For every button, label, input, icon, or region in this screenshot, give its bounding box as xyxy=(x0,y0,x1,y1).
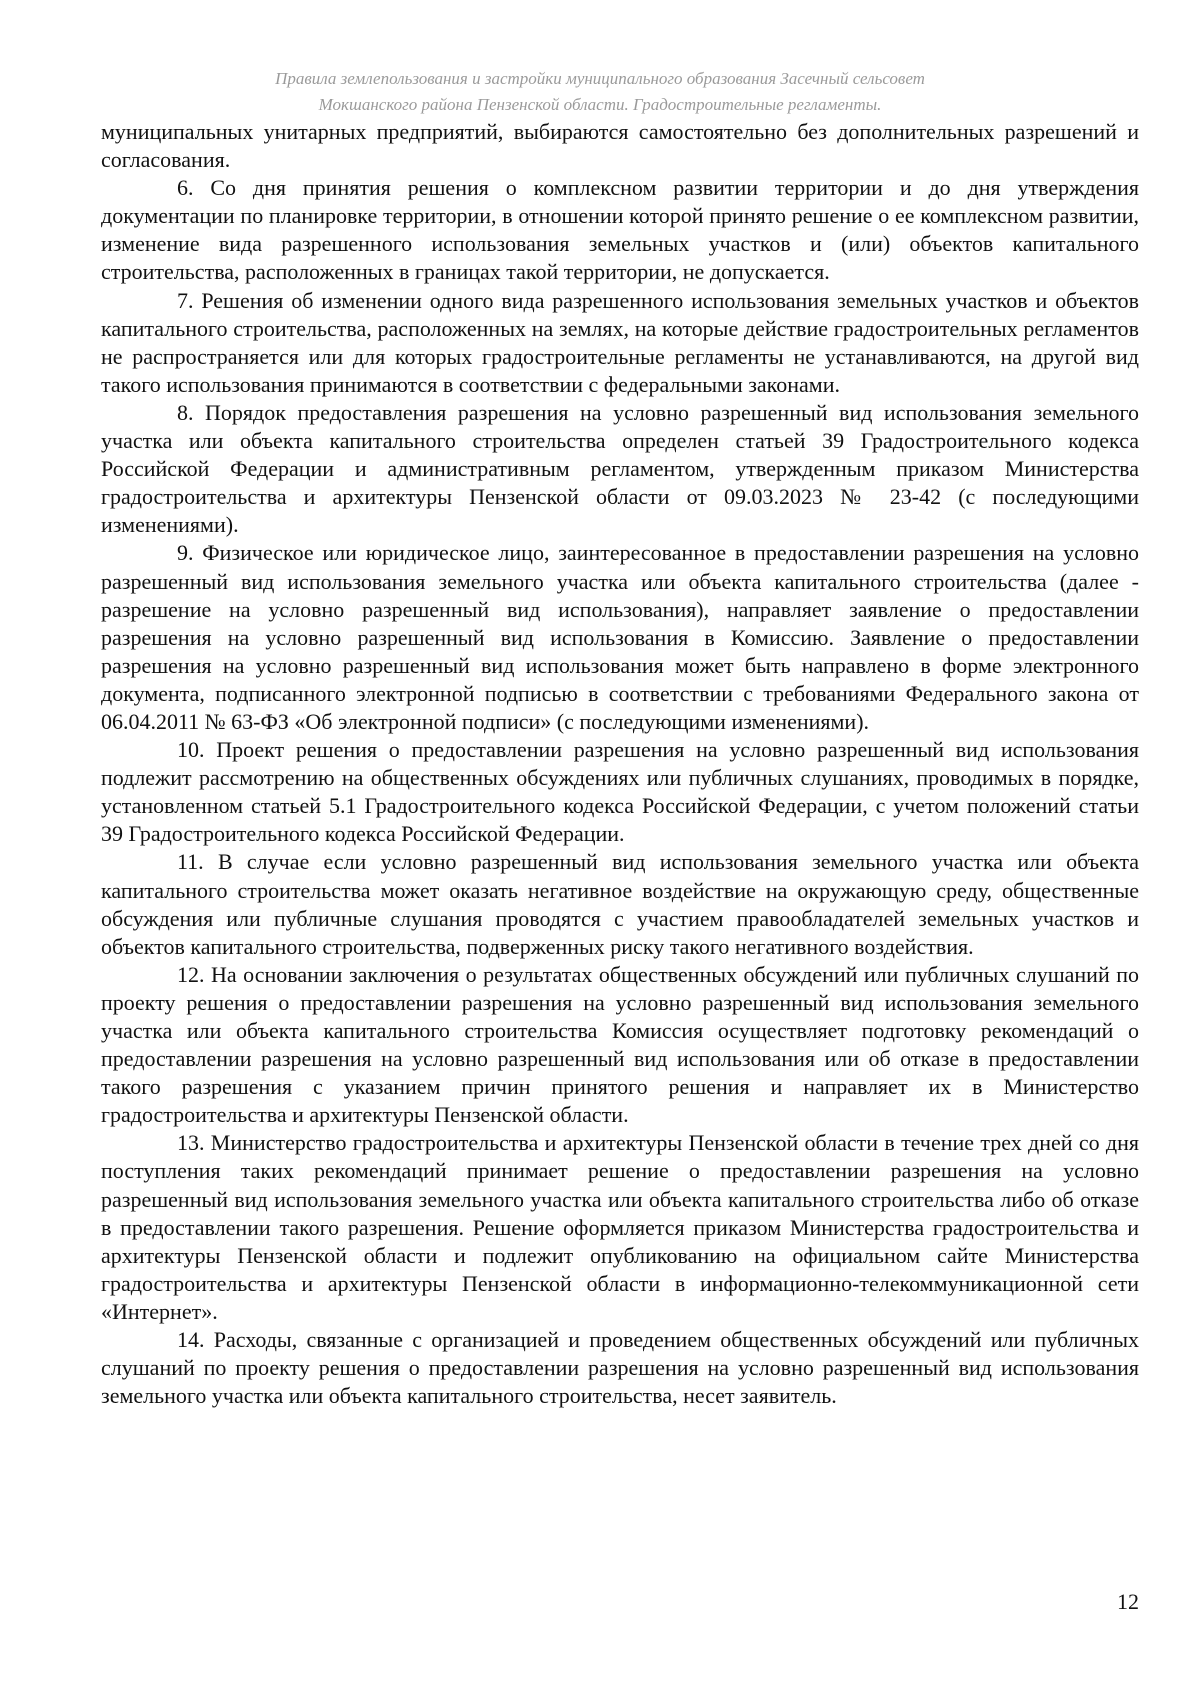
header-line-2: Мокшанского района Пензенской области. Градостроительные регламенты. xyxy=(318,95,882,114)
document-body xyxy=(101,118,1139,1410)
paragraph-item-13: 13. Министерство градостроительства и архитектуры Пензенской области в течение трех дней со дня поступления таких рекомендаций принимает решение о предоставлении разрешения на условно разрешенный вид использования земельного участка или объекта капитального строительства либо об отказе в предоставлении такого разрешения. Решение оформляется приказом Министерства градостроительства и архитектуры Пензенской области и подлежит опубликованию на официальном сайте Министерства градостроительства и архитектуры Пензенской области в информационно-телекоммуникационной сети «Интернет». xyxy=(101,1130,1139,1324)
paragraph-item-6: 6. Со дня принятия решения о комплексном развитии территории и до дня утверждения документации по планировке территории, в отношении которой принято решение о ее комплексном развитии, изменение вида разрешенного использования земельных участков и (или) объектов капитального строительства, расположенных в границах такой территории, не допускается. xyxy=(101,175,1139,285)
header-line-1: Правила землепользования и застройки муниципального образования Засечный сельсовет xyxy=(275,69,925,88)
paragraph-item-9: 9. Физическое или юридическое лицо, заинтересованное в предоставлении разрешения на условно разрешенный вид использования земельного участка или объекта капитального строительства (далее - разрешение на условно разрешенный вид использования), направляет заявление о предоставлении разрешения на условно разрешенный вид использования в Комиссию. Заявление о предоставлении разрешения на условно разрешенный вид использования может быть направлено в форме электронного документа, подписанного электронной подписью в соответствии с требованиями Федерального закона от 06.04.2011 № 63-ФЗ «Об электронной подписи» (с последующими изменениями). xyxy=(101,540,1139,734)
paragraph-item-8: 8. Порядок предоставления разрешения на условно разрешенный вид использования земельного участка или объекта капитального строительства определен статьей 39 Градостроительного кодекса Российской Федерации и административным регламентом, утвержденным приказом Министерства градостроительства и архитектуры Пензенской области от 09.03.2023 № 23-42 (с последующими изменениями). xyxy=(101,399,1139,538)
paragraph-item-10: 10. Проект решения о предоставлении разрешения на условно разрешенный вид использования подлежит рассмотрению на общественных обсуждениях или публичных слушаниях, проводимых в порядке, установленном статьей 5.1 Градостроительного кодекса Российской Федерации, с учетом положений статьи 39 Градостроительного кодекса Российской Федерации. xyxy=(101,737,1139,847)
running-header xyxy=(100,66,1100,118)
paragraph-item-11: 11. В случае если условно разрешенный вид использования земельного участка или объекта капитального строительства может оказать негативное воздействие на окружающую среду, общественные обсуждения или публичные слушания проводятся с участием правообладателей земельных участков и объектов капитального строительства, подверженных риску такого негативного воздействия. xyxy=(101,849,1139,959)
paragraph-item-7: 7. Решения об изменении одного вида разрешенного использования земельных участков и объектов капитального строительства, расположенных на землях, на которые действие градостроительных регламентов не распространяется или для которых градостроительные регламенты не устанавливаются, на другой вид такого использования принимаются в соответствии с федеральными законами. xyxy=(101,287,1139,397)
page-number: 12 xyxy=(1117,1589,1139,1614)
paragraph-continuation: муниципальных унитарных предприятий, выбираются самостоятельно без дополнительных разрешений и согласования. xyxy=(101,119,1139,173)
paragraph-item-14: 14. Расходы, связанные с организацией и проведением общественных обсуждений или публичных слушаний по проекту решения о предоставлении разрешения на условно разрешенный вид использования земельного участка или объекта капитального строительства, несет заявитель. xyxy=(101,1327,1139,1409)
paragraph-item-12: 12. На основании заключения о результатах общественных обсуждений или публичных слушаний по проекту решения о предоставлении разрешения на условно разрешенный вид использования земельного участка или объекта капитального строительства Комиссия осуществляет подготовку рекомендаций о предоставлении разрешения на условно разрешенный вид использования или об отказе в предоставлении такого разрешения с указанием причин принятого решения и направляет их в Министерство градостроительства и архитектуры Пензенской области. xyxy=(101,961,1139,1128)
